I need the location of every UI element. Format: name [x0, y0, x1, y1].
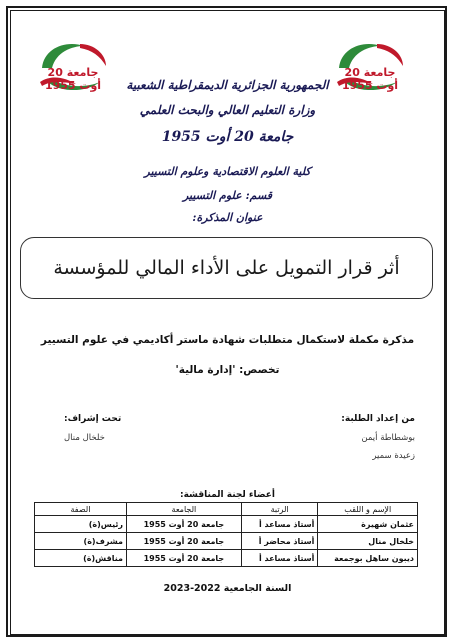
- logo-text: جامعة 20 أوت 1955: [44, 66, 102, 92]
- jury-member-name: عثمان شهيرة: [318, 516, 418, 533]
- jury-member-rank: أستاذ مساعد أ: [241, 550, 318, 567]
- jury-member-role: رئيس(ة): [35, 516, 127, 533]
- jury-title: أعضاء لجنة المناقشة:: [179, 490, 275, 500]
- department-heading: قسم: علوم التسيير: [182, 189, 273, 202]
- jury-table: [34, 502, 418, 567]
- table-header-row: [35, 503, 418, 516]
- student-name: زعيدة سمير: [372, 451, 415, 461]
- specialty-line: تخصص: 'إدارة مالية': [175, 364, 280, 376]
- jury-member-rank: أستاذ مساعد أ: [241, 516, 318, 533]
- students-label: من إعداد الطلبة:: [341, 414, 415, 424]
- faculty-heading: كلية العلوم الاقتصادية وعلوم التسيير: [144, 165, 311, 178]
- thesis-title: أثر قرار التمويل على الأداء المالي للمؤسسة: [53, 257, 400, 279]
- jury-member-university: جامعة 20 أوت 1955: [126, 533, 241, 550]
- column-header: الصفة: [35, 503, 127, 516]
- jury-member-university: جامعة 20 أوت 1955: [126, 516, 241, 533]
- supervisor-name: خلخال منال: [64, 433, 105, 443]
- table-row: [35, 516, 418, 533]
- table-row: [35, 550, 418, 567]
- supervisor-label: تحت إشراف:: [64, 414, 122, 424]
- logo-text: جامعة 20 أوت 1955: [341, 66, 399, 92]
- jury-member-role: مناقش(ة): [35, 550, 127, 567]
- memo-title-label: عنوان المذكرة:: [192, 211, 263, 224]
- student-name: بوشطاطة أيمن: [361, 433, 415, 443]
- jury-member-name: خلخال منال: [318, 533, 418, 550]
- column-header: الرتبة: [241, 503, 318, 516]
- thesis-title-box: [20, 237, 433, 299]
- column-header: الإسم و اللقب: [318, 503, 418, 516]
- jury-member-rank: أستاذ محاضر أ: [241, 533, 318, 550]
- republic-heading: الجمهورية الجزائرية الديمقراطية الشعبية: [126, 78, 329, 92]
- degree-statement: مذكرة مكملة لاستكمال متطلبات شهادة ماستر أكاديمي في علوم التسيير: [40, 334, 415, 346]
- jury-member-university: جامعة 20 أوت 1955: [126, 550, 241, 567]
- academic-year: السنة الجامعية 2022-2023: [163, 583, 292, 594]
- jury-member-name: ديبون ساهل بوجمعة: [318, 550, 418, 567]
- university-heading: جامعة 20 أوت 1955: [161, 129, 294, 145]
- column-header: الجامعة: [126, 503, 241, 516]
- jury-member-role: مشرف(ة): [35, 533, 127, 550]
- ministry-heading: وزارة التعليم العالي والبحث العلمي: [139, 103, 316, 117]
- table-row: [35, 533, 418, 550]
